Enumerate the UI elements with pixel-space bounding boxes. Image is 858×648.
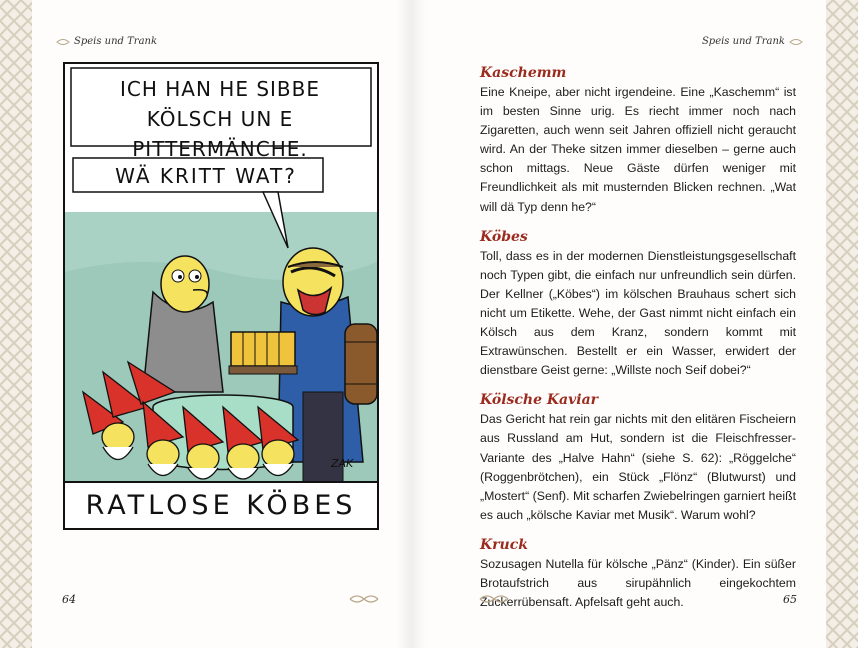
glossary-entry [480,391,796,525]
speech-bubble-2-text: WÄ KRITT WAT? [115,164,297,188]
border-pattern-right [826,0,858,648]
entry-text: Sozusagen Nutella für kölsche „Pänz“ (Kinder). Ein süßer Brotaufstrich aus sirupähnlich eingekochtem Zuckerrübensaft. Apfelsaft geht auch. [480,556,796,610]
border-pattern-left [0,0,32,648]
glossary-entry [480,536,796,612]
entry-title: Kruck [480,536,528,553]
leaf-ornament-icon [56,38,70,46]
speech-bubble-1-text: ICH HAN HE SIBBE KÖLSCH UN E PITTERMÄNCHE. [119,77,320,161]
running-head-right-text: Speis und Trank [701,36,785,47]
entry-title: Köbes [480,228,528,245]
glossary-column [480,64,796,623]
running-head-left [56,36,157,47]
entry-title: Kaschemm [480,65,567,81]
entry-text: Toll, dass es in der modernen Dienstleistungsgesellschaft noch Typen gibt, die einfach nur unfreundlich sein dürfen. Der Kellner („Köbes“) im kölschen Brauhaus schert sich nicht um Etikette. Wehe, der Gast nimmt nicht einfach ein Kölsch aus dem Kranz, sondern kommt mit Extrawünschen. Bestellt er ein Wasser, erwidert der dienstbare Geist gerne: „Willste noch Seif dobei?“ [480,248,796,378]
footer-ornament-icon [348,593,380,605]
entry-text: Eine Kneipe, aber nicht irgendeine. Eine „Kaschemm“ ist im besten Sinne urig. Es riecht immer noch nach Zigaretten, auch wenn seit Jahren offiziell nicht geraucht wird. An der Theke sitzen immer dieselben – gerne auch schon mittags. Neue Gäste dürfen weniger mit Freundlichkeit als mit musternden Blicken rechnen. „Wat will dä Typ denn he?“ [480,85,796,214]
glossary-entry [480,228,796,381]
glossary-entry [480,64,796,217]
running-head-left-text: Speis und Trank [74,36,158,47]
book-gutter [396,0,426,648]
page-number-right: 65 [783,593,797,606]
page-number-left: 64 [62,593,76,606]
footer-ornament-icon [478,593,510,605]
entry-title: Kölsche Kaviar [480,392,599,409]
cartoon-caption: RATLOSE KÖBES [85,489,357,521]
entry-text: Das Gericht hat rein gar nichts mit den elitären Fischeiern aus Russland am Hut, sondern ist die Fleischfresser-Variante des „Halve Hahn“ (siehe S. 62): „Röggelche“ (Roggenbrötchen), ein Stück „Flönz“ (Blutwurst) und „Mostert“ (Senf). Mit scharfen Zwiebelringen garniert heißt es auch „kölsche Kaviar met Musik“. Warum wohl? [480,412,796,522]
running-head-right [702,36,803,47]
leaf-ornament-icon [789,38,803,46]
svg-text:ZAK: ZAK [331,457,354,470]
